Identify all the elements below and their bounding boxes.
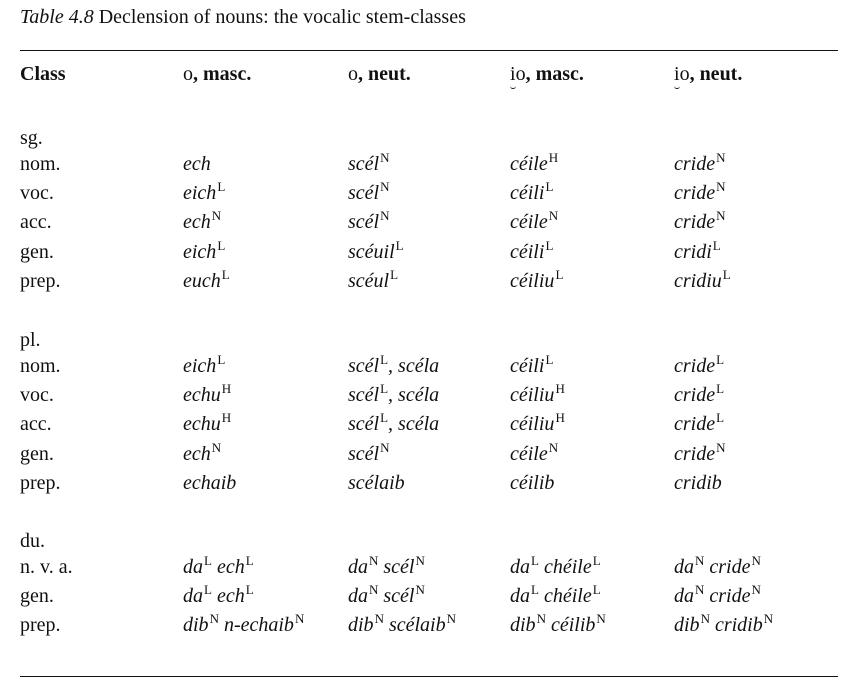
word-form: scéul bbox=[348, 269, 390, 292]
case-label: acc. bbox=[20, 413, 52, 436]
word-form: scél bbox=[378, 556, 415, 578]
mutation-superscript: L bbox=[716, 410, 725, 426]
word-form: scél bbox=[348, 413, 380, 436]
table-cell bbox=[348, 150, 390, 176]
mutation-superscript: L bbox=[217, 237, 226, 253]
mutation-superscript: L bbox=[221, 266, 230, 282]
mutation-superscript: N bbox=[751, 582, 761, 598]
table-row bbox=[0, 266, 846, 296]
table-cell bbox=[510, 150, 559, 176]
mutation-superscript: N bbox=[700, 611, 710, 627]
mutation-superscript: N bbox=[415, 582, 425, 598]
word-form: ech bbox=[211, 556, 245, 578]
mutation-superscript: H bbox=[221, 381, 232, 397]
mutation-superscript: N bbox=[380, 208, 390, 224]
word-form: chéile bbox=[538, 585, 592, 608]
table-header bbox=[0, 63, 846, 87]
mutation-superscript: N bbox=[751, 553, 761, 568]
table-cell bbox=[510, 266, 564, 293]
table-cell bbox=[510, 439, 559, 466]
table-cell bbox=[674, 439, 726, 466]
table-cell bbox=[674, 611, 774, 637]
table-cell bbox=[674, 410, 725, 436]
word-form: scélaib bbox=[348, 471, 405, 494]
mutation-superscript: N bbox=[374, 611, 384, 627]
word-form: cride bbox=[674, 384, 716, 407]
stem-label-o: o bbox=[679, 63, 690, 85]
header-col-o-neut bbox=[348, 63, 411, 86]
mutation-superscript: L bbox=[217, 179, 226, 195]
table-cell bbox=[510, 611, 606, 637]
table-cell bbox=[348, 266, 399, 293]
table-cell bbox=[510, 472, 554, 495]
word-form: dib bbox=[348, 614, 374, 637]
word-form: echu bbox=[183, 384, 221, 407]
table-row bbox=[0, 381, 846, 410]
word-form: cride bbox=[674, 355, 716, 377]
table-cell bbox=[183, 472, 236, 495]
header-class: Class bbox=[20, 63, 66, 85]
table-row bbox=[0, 237, 846, 267]
case-label: acc. bbox=[20, 211, 52, 234]
mutation-superscript: L bbox=[712, 237, 721, 253]
word-form: cride bbox=[704, 585, 751, 608]
word-form: scél bbox=[348, 442, 380, 465]
table-row bbox=[0, 472, 846, 498]
word-form: echu bbox=[183, 413, 221, 436]
mutation-superscript: H bbox=[548, 150, 559, 165]
table-cell bbox=[674, 208, 726, 234]
table-cell bbox=[183, 553, 254, 579]
stem-label-i: i bbox=[674, 63, 680, 85]
mutation-superscript: L bbox=[592, 582, 601, 598]
gender-label: , masc. bbox=[193, 63, 252, 85]
table-cell bbox=[348, 381, 440, 407]
mutation-superscript: N bbox=[716, 150, 726, 165]
mutation-superscript: N bbox=[369, 582, 379, 598]
case-label: gen. bbox=[20, 442, 54, 465]
table-cell bbox=[348, 179, 390, 205]
table-cell bbox=[183, 237, 226, 264]
table-cell bbox=[183, 611, 305, 637]
table-row bbox=[0, 553, 846, 582]
table-row bbox=[0, 439, 846, 469]
mutation-superscript: L bbox=[245, 553, 254, 568]
mutation-superscript: N bbox=[695, 582, 705, 598]
mutation-superscript: N bbox=[536, 611, 546, 627]
word-form: euch bbox=[183, 269, 221, 292]
word-form: eich bbox=[183, 240, 217, 263]
mutation-superscript: L bbox=[380, 381, 389, 397]
case-label: prep. bbox=[20, 269, 61, 292]
table-cell bbox=[510, 352, 554, 378]
word-form: da bbox=[510, 556, 530, 578]
word-form: cride bbox=[674, 153, 716, 175]
word-form: scél bbox=[348, 153, 380, 175]
word-form: céiliu bbox=[510, 384, 555, 407]
case-label: nom. bbox=[20, 355, 61, 377]
table-cell bbox=[348, 611, 456, 637]
table-cell bbox=[183, 381, 232, 407]
table-cell bbox=[674, 266, 731, 293]
table-number: Table 4.8 bbox=[20, 6, 94, 28]
table-row bbox=[0, 410, 846, 439]
word-form: scélaib bbox=[383, 614, 446, 637]
case-label: gen. bbox=[20, 240, 54, 263]
table-cell bbox=[183, 352, 226, 378]
mutation-superscript: L bbox=[531, 553, 539, 568]
word-form: céiliu bbox=[510, 413, 555, 436]
gender-label: , neut. bbox=[689, 63, 743, 85]
mutation-superscript: L bbox=[545, 237, 554, 253]
word-form: ech bbox=[211, 585, 245, 608]
mutation-superscript: L bbox=[555, 266, 564, 282]
word-form: céile bbox=[510, 153, 548, 175]
mutation-superscript: H bbox=[555, 410, 565, 426]
table-row bbox=[0, 208, 846, 237]
mutation-superscript: L bbox=[204, 553, 212, 568]
table-cell bbox=[183, 439, 222, 466]
table-cell bbox=[183, 179, 226, 205]
table-cell bbox=[183, 582, 254, 608]
table-title: Declension of nouns: the vocalic stem-classes bbox=[98, 6, 466, 28]
mutation-superscript: L bbox=[395, 237, 404, 253]
section-label: pl. bbox=[20, 329, 41, 351]
mutation-superscript: L bbox=[245, 582, 254, 598]
word-form: cride bbox=[674, 442, 716, 465]
gender-label: , masc. bbox=[525, 63, 584, 85]
word-form: ech bbox=[183, 153, 211, 175]
table-row bbox=[0, 611, 846, 640]
mutation-superscript: N bbox=[211, 439, 222, 455]
word-form: céilib bbox=[545, 614, 596, 637]
mutation-superscript: N bbox=[380, 150, 390, 165]
word-form: céile bbox=[510, 442, 548, 465]
mutation-superscript: L bbox=[545, 179, 554, 195]
mutation-superscript: N bbox=[380, 179, 390, 195]
word-form: cride bbox=[674, 413, 716, 436]
word-form: da bbox=[674, 585, 694, 608]
table-cell bbox=[510, 410, 565, 436]
word-form: cride bbox=[704, 556, 751, 578]
mutation-superscript: L bbox=[545, 352, 554, 367]
case-label: voc. bbox=[20, 384, 54, 407]
mutation-superscript: N bbox=[716, 179, 726, 195]
word-form: scél bbox=[348, 182, 380, 205]
table-row bbox=[0, 582, 846, 611]
table-row bbox=[0, 352, 846, 381]
header-col-io-masc bbox=[510, 63, 584, 86]
word-form: céili bbox=[510, 182, 545, 205]
table-row bbox=[0, 150, 846, 179]
case-label: n. v. a. bbox=[20, 556, 73, 578]
table-cell bbox=[674, 553, 761, 579]
mutation-superscript: L bbox=[204, 582, 212, 598]
table-row bbox=[0, 179, 846, 208]
top-rule bbox=[20, 50, 838, 51]
case-label: prep. bbox=[20, 614, 61, 637]
mutation-superscript: N bbox=[763, 611, 774, 627]
table-cell bbox=[674, 582, 761, 608]
word-form: da bbox=[510, 585, 530, 608]
stem-label-i: i bbox=[510, 63, 516, 85]
table-cell bbox=[348, 208, 390, 234]
word-form: scél bbox=[348, 384, 380, 407]
mutation-superscript: N bbox=[369, 553, 379, 568]
mutation-superscript: N bbox=[716, 439, 726, 455]
mutation-superscript: L bbox=[716, 352, 725, 367]
mutation-superscript: N bbox=[380, 439, 390, 455]
table-cell bbox=[348, 352, 440, 378]
stem-label-o: o bbox=[515, 63, 526, 85]
mutation-superscript: L bbox=[531, 582, 539, 598]
table-cell bbox=[674, 237, 721, 264]
word-form: céile bbox=[510, 211, 548, 234]
mutation-superscript: L bbox=[380, 410, 389, 426]
word-form: ech bbox=[183, 442, 211, 465]
word-form: da bbox=[674, 556, 694, 578]
word-form: dib bbox=[183, 614, 209, 637]
header-col-io-neut bbox=[674, 63, 742, 86]
table-cell bbox=[510, 237, 554, 264]
word-form: céilib bbox=[510, 471, 555, 494]
word-form: chéile bbox=[538, 556, 592, 578]
mutation-superscript: N bbox=[548, 439, 559, 455]
table-cell bbox=[674, 381, 725, 407]
word-form: cride bbox=[674, 211, 716, 234]
table-cell bbox=[348, 410, 440, 436]
word-form: céili bbox=[510, 355, 545, 377]
case-label: voc. bbox=[20, 182, 54, 205]
word-form: echaib bbox=[183, 471, 237, 494]
word-form: dib bbox=[510, 614, 536, 637]
table-cell bbox=[674, 150, 726, 176]
mutation-superscript: L bbox=[716, 381, 725, 397]
word-form: scéuil bbox=[348, 240, 395, 263]
word-form: eich bbox=[183, 355, 217, 377]
mutation-superscript: L bbox=[380, 352, 389, 367]
word-form: cridib bbox=[674, 471, 722, 494]
word-form: , scéla bbox=[388, 413, 440, 436]
table-cell bbox=[183, 153, 211, 176]
gender-label: , neut. bbox=[358, 63, 411, 85]
mutation-superscript: H bbox=[555, 381, 565, 397]
word-form: ech bbox=[183, 211, 211, 234]
mutation-superscript: N bbox=[446, 611, 456, 627]
table-caption bbox=[20, 6, 466, 29]
word-form: cride bbox=[674, 182, 716, 205]
case-label: gen. bbox=[20, 585, 54, 608]
table-cell bbox=[348, 472, 405, 495]
word-form: , scéla bbox=[388, 355, 440, 377]
word-form: cridiu bbox=[674, 269, 722, 292]
table-cell bbox=[348, 582, 425, 608]
mutation-superscript: N bbox=[211, 208, 222, 224]
table-cell bbox=[183, 410, 232, 436]
mutation-superscript: N bbox=[209, 611, 219, 627]
word-form: da bbox=[183, 556, 203, 578]
table-cell bbox=[183, 208, 222, 234]
word-form: cridi bbox=[674, 240, 712, 263]
table-cell bbox=[510, 179, 554, 205]
word-form: da bbox=[348, 585, 368, 608]
mutation-superscript: N bbox=[716, 208, 726, 224]
header-col-o-masc bbox=[183, 63, 251, 86]
mutation-superscript: N bbox=[415, 553, 425, 568]
table-cell bbox=[348, 237, 404, 264]
stem-label: o bbox=[348, 63, 358, 85]
word-form: da bbox=[183, 585, 203, 608]
stem-label: o bbox=[183, 63, 193, 85]
mutation-superscript: L bbox=[217, 352, 226, 367]
word-form: da bbox=[348, 556, 368, 578]
mutation-superscript: L bbox=[722, 266, 731, 282]
table-cell bbox=[348, 439, 390, 466]
word-form: scél bbox=[348, 355, 380, 377]
case-label: nom. bbox=[20, 153, 61, 175]
mutation-superscript: L bbox=[592, 553, 601, 568]
mutation-superscript: L bbox=[390, 266, 399, 282]
word-form: scél bbox=[348, 211, 380, 234]
table-cell bbox=[510, 553, 601, 579]
case-label: prep. bbox=[20, 471, 61, 494]
table-cell bbox=[674, 179, 726, 205]
mutation-superscript: N bbox=[548, 208, 559, 224]
bottom-rule bbox=[20, 676, 838, 677]
word-form: eich bbox=[183, 182, 217, 205]
word-form: , scéla bbox=[388, 384, 440, 407]
word-form: dib bbox=[674, 614, 700, 637]
table-cell bbox=[510, 582, 601, 608]
section-label: sg. bbox=[20, 127, 43, 149]
table-cell bbox=[674, 352, 725, 378]
mutation-superscript: N bbox=[294, 611, 305, 627]
table-cell bbox=[348, 553, 425, 579]
mutation-superscript: H bbox=[221, 410, 232, 426]
word-form: céili bbox=[510, 240, 545, 263]
word-form: scél bbox=[378, 585, 415, 608]
table-cell bbox=[674, 472, 722, 495]
word-form: n-echaib bbox=[218, 614, 294, 637]
mutation-superscript: N bbox=[596, 611, 606, 627]
table-cell bbox=[510, 208, 559, 234]
table-cell bbox=[183, 266, 230, 293]
word-form: céiliu bbox=[510, 269, 555, 292]
table-cell bbox=[510, 381, 565, 407]
section-label: du. bbox=[20, 530, 45, 552]
word-form: cridib bbox=[709, 614, 763, 637]
mutation-superscript: N bbox=[695, 553, 705, 568]
